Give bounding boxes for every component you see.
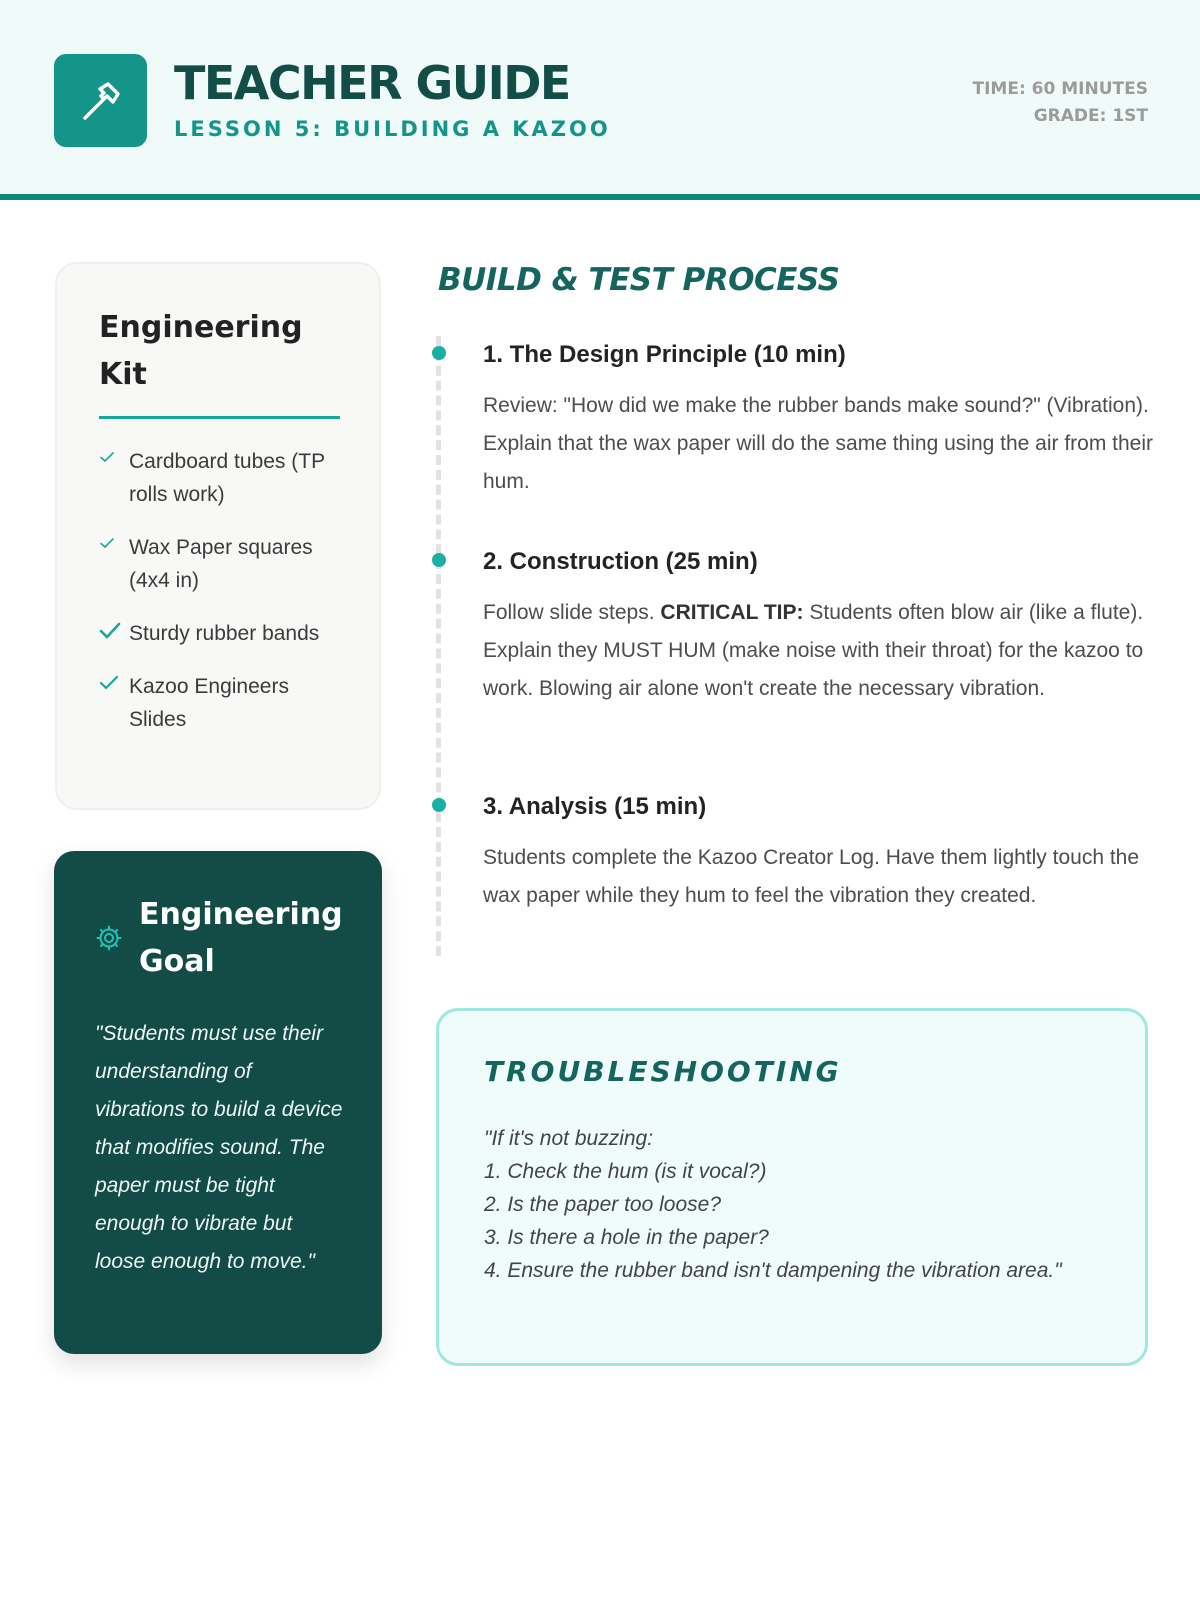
goal-quote: "Students must use their understanding of vibrations to build a device that modifies sound. The paper must be tight enough to vibrate but loose enough to move." [95, 1022, 343, 1273]
step-body [483, 594, 1163, 708]
kit-item [99, 445, 337, 511]
troubleshooting-card [436, 1008, 1148, 1366]
hammer-icon [75, 75, 127, 127]
check-icon [99, 670, 129, 697]
page-header [0, 0, 1200, 200]
grade-label: GRADE: 1ST [1033, 106, 1148, 126]
process-title: BUILD & TEST PROCESS [438, 262, 840, 298]
critical-tip-label: CRITICAL TIP: [660, 601, 804, 624]
kit-item-label: Sturdy rubber bands [129, 622, 320, 645]
step-body-text: Students often blow air (like a flute). Explain they MUST HUM (make noise with their throat) for the kazoo to work. Blowing air alone won't create the necessary vibration. [483, 601, 1144, 700]
step-title: 2. Construction (25 min) [483, 548, 758, 575]
gear-icon [95, 920, 139, 957]
check-icon [99, 445, 129, 470]
logo-badge [54, 54, 147, 147]
step-title: 3. Analysis (15 min) [483, 793, 707, 820]
kit-divider [99, 416, 340, 419]
step-body: Review: "How did we make the rubber bands make sound?" (Vibration). Explain that the wax paper will do the same thing using the air from their hum. [483, 394, 1154, 493]
troubleshooting-title: TROUBLESHOOTING [484, 1055, 842, 1088]
kit-item [99, 617, 337, 650]
troubleshooting-text: "If it's not buzzing: 1. Check the hum (is it vocal?) 2. Is the paper too loose? 3. Is there a hole in the paper? 4. Ensure the rubber band isn't dampening the vibration area." [484, 1127, 1062, 1282]
check-icon [99, 617, 129, 646]
kit-item [99, 531, 337, 597]
timeline-dot [432, 798, 446, 812]
kit-item-label: Cardboard tubes (TP rolls work) [129, 450, 325, 506]
goal-header [95, 891, 342, 985]
lesson-subtitle: LESSON 5: BUILDING A KAZOO [174, 117, 611, 141]
step-title: 1. The Design Principle (10 min) [483, 341, 846, 368]
time-label: TIME: 60 MINUTES [972, 79, 1148, 99]
check-icon [99, 531, 129, 556]
timeline-dot [432, 553, 446, 567]
timeline-line [436, 336, 441, 956]
kit-title: Engineering Kit [99, 310, 303, 392]
kit-item [99, 670, 337, 736]
lesson-meta [973, 76, 1148, 130]
kit-item-label: Kazoo Engineers Slides [129, 675, 289, 731]
timeline-dot [432, 346, 446, 360]
kit-item-label: Wax Paper squares (4x4 in) [129, 536, 313, 592]
page-title: TEACHER GUIDE [174, 56, 570, 110]
engineering-kit-card [55, 262, 381, 810]
step-body: Students complete the Kazoo Creator Log. Have them lightly touch the wax paper while they hum to feel the vibration they created. [483, 846, 1140, 907]
goal-title: Engineering Goal [139, 897, 343, 979]
engineering-goal-card [54, 851, 382, 1354]
step-body-text: Follow slide steps. [483, 601, 661, 624]
